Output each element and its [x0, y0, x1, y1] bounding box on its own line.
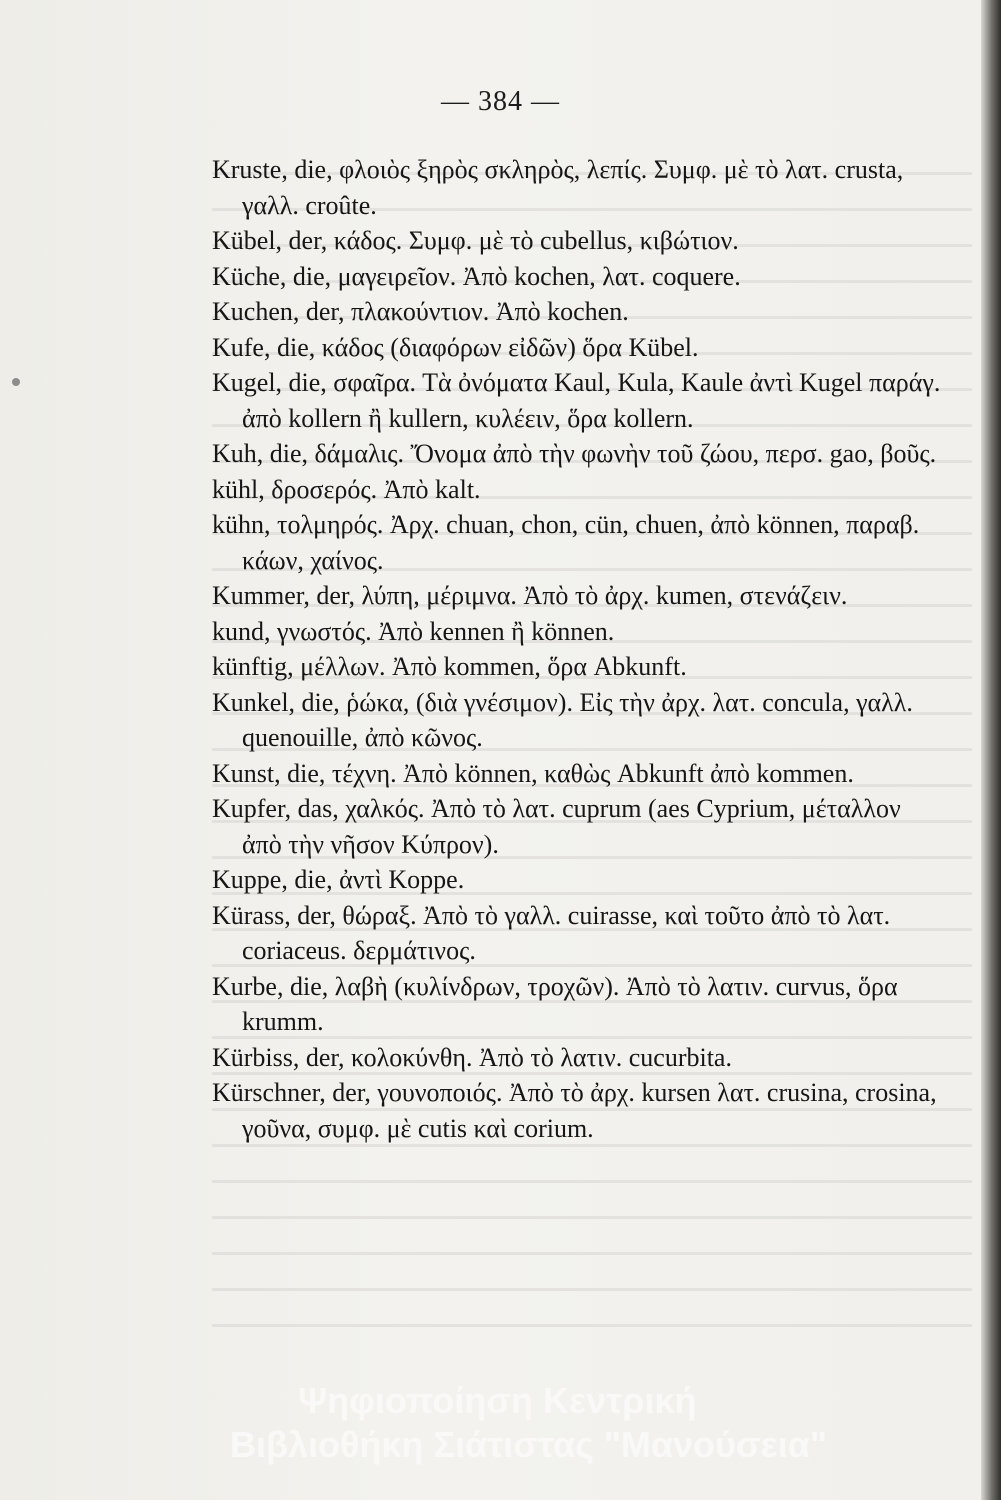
- paper-spot: [12, 378, 20, 386]
- entry-kuerbiss: Kürbiss, der, κολοκύνθη. Ἀπὸ τὸ λατιν. cucurbita.: [212, 1042, 732, 1072]
- entry-kuppe: Kuppe, die, ἀντὶ Koppe.: [212, 865, 465, 894]
- watermark-line-2: Βιβλιοθήκη Σιάτιστας "Μανούσεια": [230, 1424, 827, 1465]
- entry-kuehn: kühn, τολμηρός. Ἀρχ. chuan, chon, cün, chuen, ἀπὸ können, παραβ. κάων, χαίνος.: [212, 510, 920, 575]
- entry-kuh: Kuh, die, δάμαλις. Ὄνομα ἀπὸ τὴν φωνὴν τοῦ ζώου, περσ. gao, βοῦς.: [212, 439, 937, 468]
- entry-kuenftig: künftig, μέλλων. Ἀπὸ kommen, ὅρα Abkunft.: [212, 652, 687, 681]
- page-number: — 384 —: [441, 86, 560, 117]
- entry-kueche: Küche, die, μαγειρεῖον. Ἀπὸ kochen, λατ. coquere.: [212, 261, 741, 291]
- entry-kuehl: kühl, δροσερός. Ἀπὸ kalt.: [212, 474, 481, 504]
- entry-kunkel: Kunkel, die, ῥώκα, (διὰ γνέσιμον). Εἰς τὴν ἀρχ. λατ. concula, γαλλ. quenouille, ἀπὸ κῶνος.: [212, 687, 913, 752]
- entry-kurbe: Kurbe, die, λαβὴ (κυλίνδρων, τροχῶν). Ἀπὸ τὸ λατιν. curvus, ὅρα krumm.: [212, 971, 898, 1036]
- entry-kuerschner: Kürschner, der, γουνοποιός. Ἀπὸ τὸ ἀρχ. kursen λατ. crusina, crosina, γοῦνα, συμφ. μὲ cutis καὶ corium.: [212, 1078, 937, 1143]
- watermark-line-1: Ψηφιοποίηση Κεντρική: [298, 1380, 697, 1421]
- entry-kummer: Kummer, der, λύπη, μέριμνα. Ἀπὸ τὸ ἀρχ. kumen, στενάζειν.: [212, 581, 848, 610]
- page-gutter-shadow: [981, 0, 1001, 1500]
- entry-kuchen: Kuchen, der, πλακούντιον. Ἀπὸ kochen.: [212, 297, 629, 326]
- dictionary-entries: [212, 152, 942, 1146]
- entry-kupfer: Kupfer, das, χαλκός. Ἀπὸ τὸ λατ. cuprum (aes Cyprium, μέταλλον ἀπὸ τὴν νῆσον Κύπρον).: [212, 794, 901, 859]
- entry-kruste: Kruste, die, φλοιὸς ξηρὸς σκληρὸς, λεπίς. Συμφ. μὲ τὸ λατ. crusta, γαλλ. croûte.: [212, 155, 904, 220]
- entry-kugel: Kugel, die, σφαῖρα. Τὰ ὀνόματα Kaul, Kula, Kaule ἀντὶ Kugel παράγ. ἀπὸ kollern ἢ kullern, κυλέειν, ὅρα kollern.: [212, 368, 941, 433]
- entry-kunst: Kunst, die, τέχνη. Ἀπὸ können, καθὼς Abkunft ἀπὸ kommen.: [212, 758, 854, 788]
- entry-kuebel: Kübel, der, κάδος. Συμφ. μὲ τὸ cubellus, κιβώτιον.: [212, 226, 739, 255]
- entry-kund: kund, γνωστός. Ἀπὸ kennen ἢ können.: [212, 616, 615, 646]
- entry-kufe: Kufe, die, κάδος (διαφόρων εἰδῶν) ὅρα Kübel.: [212, 332, 699, 362]
- entry-kuerass: Kürass, der, θώραξ. Ἀπὸ τὸ γαλλ. cuirasse, καὶ τοῦτο ἀπὸ τὸ λατ. coriaceus. δερμάτινος.: [212, 900, 891, 965]
